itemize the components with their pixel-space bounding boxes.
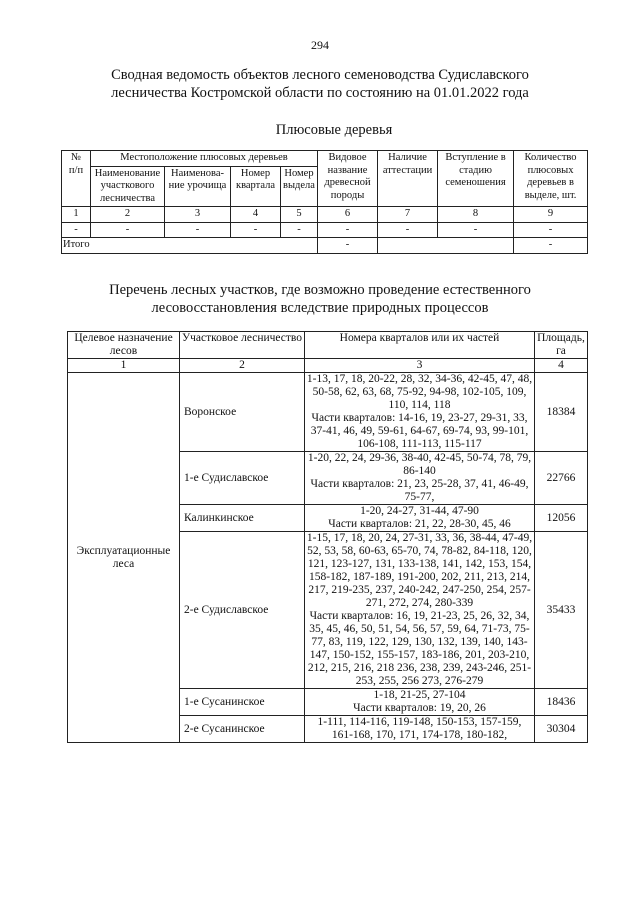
section2-title-line-1: Перечень лесных участков, где возможно проведение естественного — [109, 282, 531, 298]
header-purpose: Целевое назначение лесов — [68, 332, 180, 359]
quarters-cell: 1-18, 21-25, 27-104 Части кварталов: 19, 20, 26 — [305, 689, 535, 716]
total-count: - — [514, 238, 588, 254]
cell: - — [165, 222, 231, 238]
quarters-cell: 1-13, 17, 18, 20-22, 28, 32, 34-36, 42-45, 47, 48, 50-58, 62, 63, 68, 75-92, 94-98, 102-105, 109, 110, 114, 118 Части кварталов: 14-16, 19, 23-27, 29-31, 33, 37-41, 46, 49, 59-61, 64-67, 69-74, 93, 99-101, 106-108, 111-113, 115-117 — [305, 373, 535, 452]
col-number: 4 — [231, 207, 281, 223]
header-area: Площадь, га — [535, 332, 588, 359]
area-cell: 30304 — [535, 716, 588, 743]
col-number: 6 — [318, 207, 378, 223]
district-cell: 2-е Сусанинское — [180, 716, 305, 743]
header-count: Количество плюсовых деревьев в выделе, шт. — [514, 151, 588, 207]
col-number: 9 — [514, 207, 588, 223]
col-number: 2 — [91, 207, 165, 223]
header-location: Местоположение плюсовых деревьев — [91, 151, 318, 167]
header-district: Участковое лесничество — [180, 332, 305, 359]
title-line-1: Сводная ведомость объектов лесного семеноводства Судиславского — [111, 67, 529, 83]
quarters-cell: 1-111, 114-116, 119-148, 150-153, 157-159, 161-168, 170, 171, 174-178, 180-182, — [305, 716, 535, 743]
document-title — [60, 66, 580, 102]
header-tract: Наименова-ние урочища — [165, 166, 231, 207]
cell: - — [281, 222, 318, 238]
section2-title-line-2: лесовосстановления вследствие природных процессов — [151, 300, 489, 316]
col-number: 1 — [62, 207, 91, 223]
page-number: 294 — [311, 38, 329, 52]
col-number: 3 — [165, 207, 231, 223]
area-cell: 18384 — [535, 373, 588, 452]
col-number: 8 — [438, 207, 514, 223]
cell: - — [438, 222, 514, 238]
purpose-cell: Эксплуатационные леса — [68, 373, 180, 743]
natural-regeneration-table — [67, 331, 588, 743]
header-quarters: Номера кварталов или их частей — [305, 332, 535, 359]
district-cell: Воронское — [180, 373, 305, 452]
col-number: 7 — [378, 207, 438, 223]
table-header-row — [68, 332, 588, 359]
cell: - — [514, 222, 588, 238]
cell: - — [318, 222, 378, 238]
col-number: 4 — [535, 359, 588, 373]
quarters-cell: 1-20, 24-27, 31-44, 47-90 Части кварталов: 21, 22, 28-30, 45, 46 — [305, 505, 535, 532]
header-certification: Наличие аттестации — [378, 151, 438, 207]
header-num: № п/п — [62, 151, 91, 207]
col-number: 2 — [180, 359, 305, 373]
quarters-cell: 1-20, 22, 24, 29-36, 38-40, 42-45, 50-74, 78, 79, 86-140 Части кварталов: 21, 23, 25-28, 37, 41, 46-49, 75-77, — [305, 452, 535, 505]
header-quarter: Номер квартала — [231, 166, 281, 207]
table-row — [68, 373, 588, 452]
col-number: 3 — [305, 359, 535, 373]
col-number: 1 — [68, 359, 180, 373]
area-cell: 12056 — [535, 505, 588, 532]
total-species: - — [318, 238, 378, 254]
section2-title — [60, 281, 580, 317]
header-allotment: Номер выдела — [281, 166, 318, 207]
district-cell: Калинкинское — [180, 505, 305, 532]
plus-trees-table — [61, 150, 588, 254]
column-number-row — [68, 359, 588, 373]
total-row — [62, 238, 588, 254]
header-district: Наименование участкового лесничества — [91, 166, 165, 207]
title-line-2: лесничества Костромской области по состоянию на 01.01.2022 года — [111, 85, 529, 101]
table-row — [62, 222, 588, 238]
cell: - — [62, 222, 91, 238]
area-cell: 35433 — [535, 532, 588, 689]
area-cell: 22766 — [535, 452, 588, 505]
quarters-cell: 1-15, 17, 18, 20, 24, 27-31, 33, 36, 38-44, 47-49, 52, 53, 58, 60-63, 65-70, 74, 78-82, 84-118, 120, 121, 123-127, 131, 133-138, 141, 142, 153, 154, 158-182, 187-189, 191-200, 202, 211, 213, 214, 217, 219-235, 237, 240-242, 247-250, 254, 257-271, 272, 274, 280-339 Части кварталов: 16, 19, 21-23, 25, 26, 32, 34, 35, 45, 46, 50, 51, 54, 56, 57, 59, 64, 71-73, 75-77, 83, 119, 122, 129, 130, 132, 139, 140, 143-147, 150-152, 155-157, 183-186, 201, 203-210, 212, 215, 216, 218 236, 238, 239, 243-246, 251-253, 255, 256 273, 276-279 — [305, 532, 535, 689]
header-species: Видовое название древесной породы — [318, 151, 378, 207]
section1-title: Плюсовые деревья — [275, 122, 393, 138]
header-seed-entry: Вступление в стадию семеношения — [438, 151, 514, 207]
col-number: 5 — [281, 207, 318, 223]
area-cell: 18436 — [535, 689, 588, 716]
cell: - — [231, 222, 281, 238]
district-cell: 1-е Сусанинское — [180, 689, 305, 716]
district-cell: 2-е Судиславское — [180, 532, 305, 689]
total-label: Итого — [62, 238, 318, 254]
table-header-row — [62, 151, 588, 167]
cell: - — [91, 222, 165, 238]
total-empty — [378, 238, 514, 254]
cell: - — [378, 222, 438, 238]
column-number-row — [62, 207, 588, 223]
district-cell: 1-е Судиславское — [180, 452, 305, 505]
